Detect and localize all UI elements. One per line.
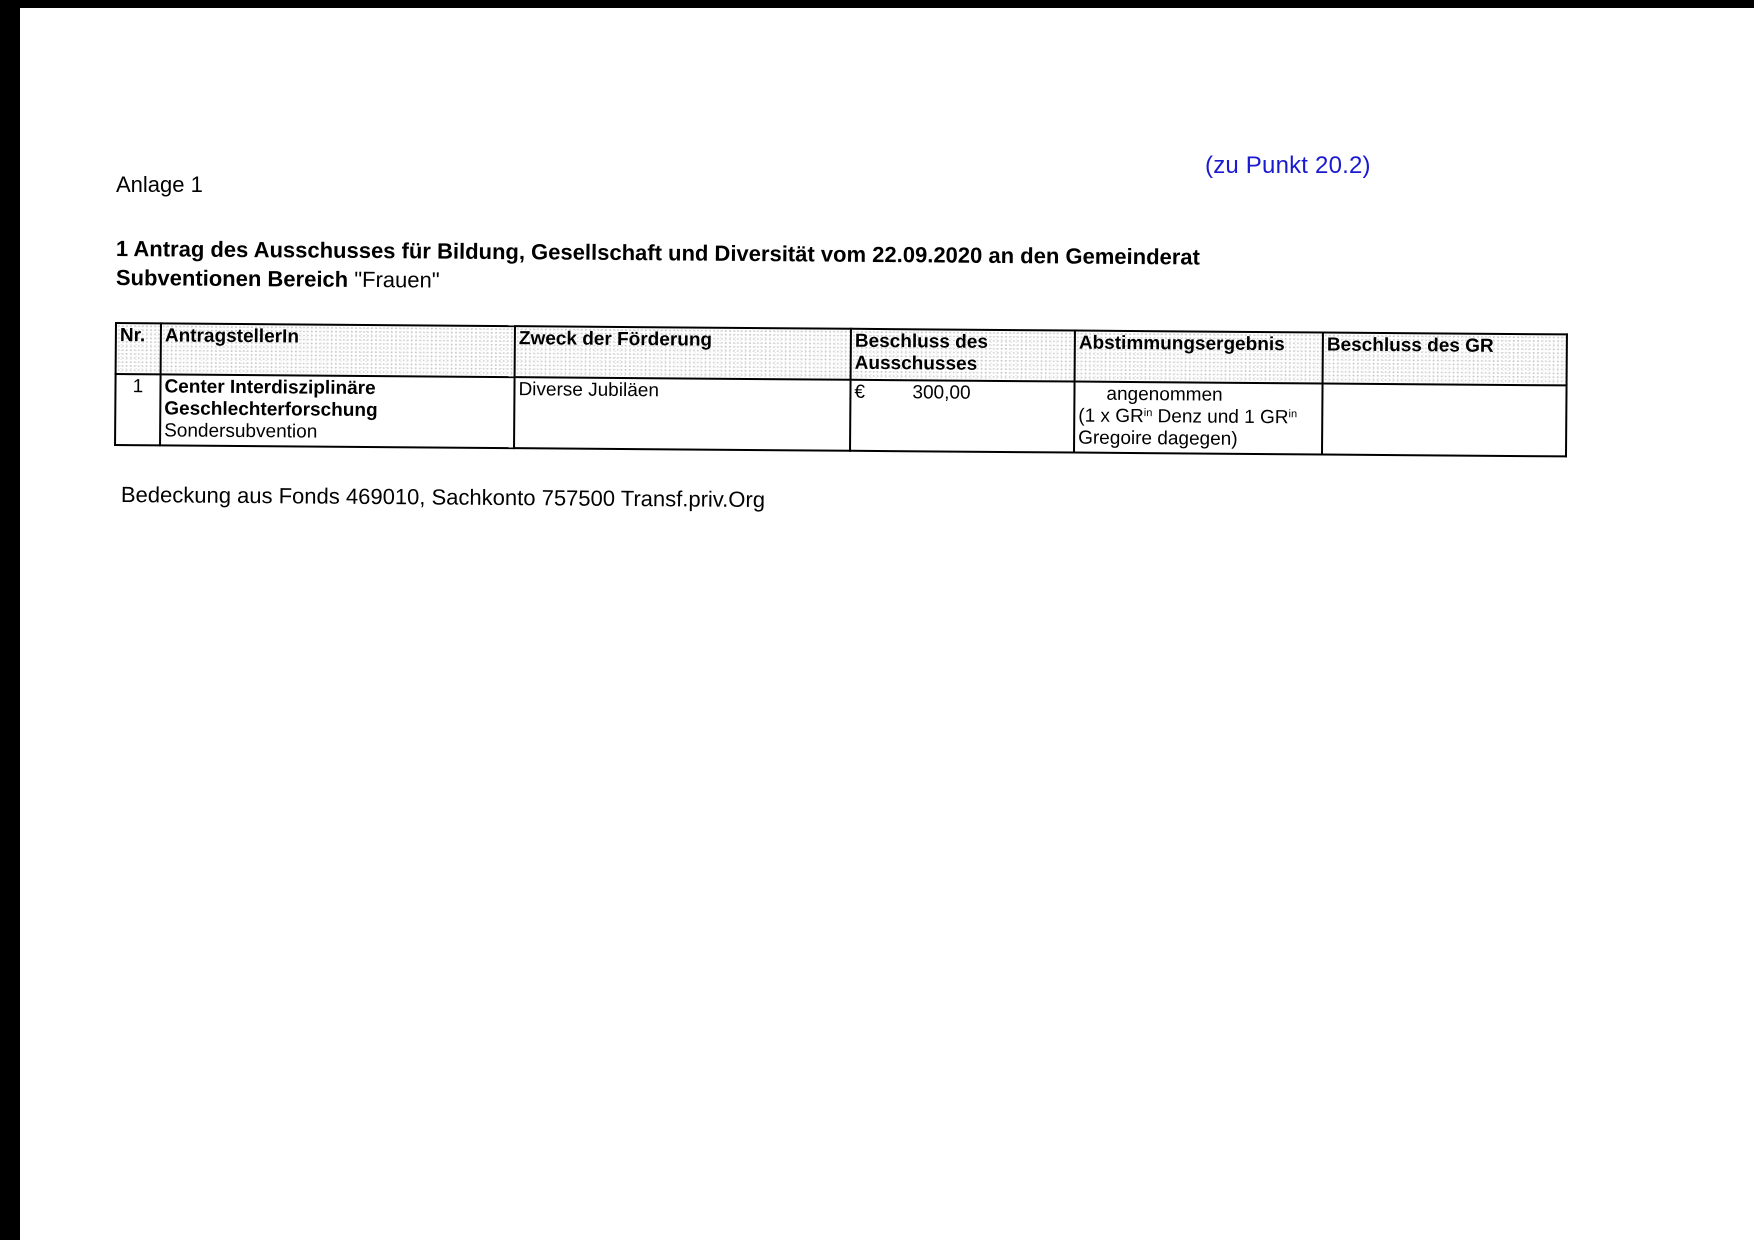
vote-detail-sup-2: in	[1288, 408, 1298, 421]
header-applicant: AntragstellerIn	[161, 323, 515, 377]
vote-detail-line2: Gregoire dagegen)	[1078, 427, 1238, 450]
subsidy-area-value: "Frauen"	[348, 266, 440, 293]
subsidy-table-wrapper	[114, 322, 1568, 457]
cell-vote-result	[1074, 382, 1323, 455]
subsidy-area-heading	[116, 265, 440, 294]
table-row	[115, 374, 1567, 456]
subsidy-table	[114, 322, 1568, 457]
header-council-decision: Beschluss des GR	[1323, 332, 1567, 385]
vote-detail-part-a: (1 x GR	[1078, 405, 1144, 428]
applicant-name-line2: Geschlechterforschung	[164, 398, 378, 422]
annex-label: Anlage 1	[116, 172, 203, 197]
subsidy-area-label: Subventionen Bereich	[115, 265, 349, 292]
applicant-note: Sondersubvention	[164, 420, 318, 443]
vote-detail-part-b: Denz und 1 GR	[1152, 406, 1289, 429]
document-page	[20, 8, 1754, 1240]
currency-symbol: €	[854, 381, 866, 403]
coverage-note: Bedeckung aus Fonds 469010, Sachkonto 757500 Transf.priv.Org	[120, 482, 766, 513]
vote-result-text: angenommen	[1106, 383, 1223, 406]
agenda-reference: (zu Punkt 20.2)	[1205, 152, 1371, 179]
header-vote-result: Abstimmungsergebnis	[1075, 331, 1323, 384]
vote-detail-line1	[1078, 406, 1318, 430]
applicant-name-line1: Center Interdisziplinäre	[164, 376, 376, 400]
amount-row	[854, 382, 1070, 406]
cell-nr: 1	[115, 374, 161, 445]
cell-council-decision	[1322, 383, 1567, 456]
header-committee-decision: Beschluss des Ausschusses	[851, 329, 1075, 382]
motion-heading: 1 Antrag des Ausschusses für Bildung, Gesellschaft und Diversität vom 22.09.2020 an den Gemeinderat	[115, 236, 1201, 270]
vote-detail-sup-1: in	[1143, 407, 1153, 420]
header-purpose: Zweck der Förderung	[515, 326, 851, 380]
cell-applicant	[160, 374, 515, 448]
header-nr: Nr.	[116, 323, 161, 374]
cell-purpose: Diverse Jubiläen	[514, 377, 851, 451]
amount-value: 300,00	[912, 382, 971, 404]
cell-committee-decision	[850, 380, 1075, 453]
